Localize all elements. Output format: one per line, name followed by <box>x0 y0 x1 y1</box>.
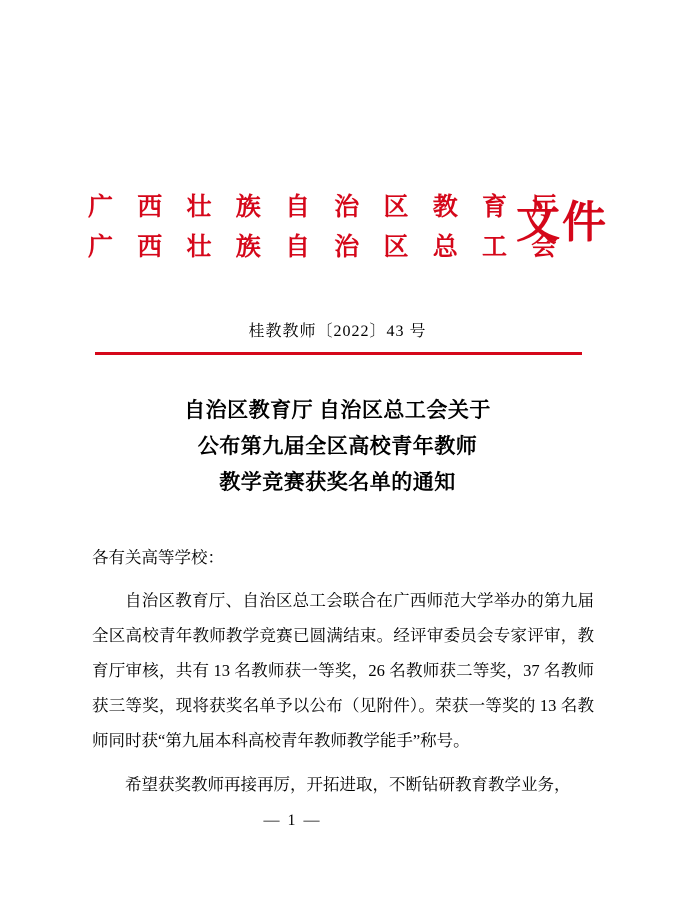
masthead <box>0 188 675 288</box>
salutation: 各有关高等学校： <box>92 548 224 567</box>
body-paragraph-2: 希望获奖教师再接再厉，开拓进取，不断钻研教育教学业务， <box>125 775 571 794</box>
page-title <box>0 392 675 500</box>
masthead-document-word: 文件 <box>516 198 608 247</box>
page-title-line-3: 教学竞赛获奖名单的通知 <box>219 470 456 494</box>
body-paragraph-1: 自治区教育厅、自治区总工会联合在广西师范大学举办的第九届全区高校青年教师教学竞赛已圆满结束。经评审委员会专家评审，教育厅审核，共有 13 名教师获一等奖，26 名教师获二等奖，37 名教师获三等奖，现将获奖名单予以公布（见附件）。荣获一等奖的 13 名教师同时获“第九届本科高校青年教师教学能手”称号。 <box>92 591 595 750</box>
page-title-line-2: 公布第九届全区高校青年教师 <box>197 434 478 458</box>
document-number: 桂教教师〔2022〕43 号 <box>248 323 427 340</box>
red-divider-rule <box>95 352 582 355</box>
page-number: — 1 — <box>263 812 322 829</box>
masthead-line-1: 广 西 壮 族 自 治 区 教 育 厅 <box>88 194 566 221</box>
page-title-line-1: 自治区教育厅 自治区总工会关于 <box>184 398 491 422</box>
body-text <box>92 540 594 802</box>
masthead-line-2: 广 西 壮 族 自 治 区 总 工 会 <box>88 234 566 261</box>
